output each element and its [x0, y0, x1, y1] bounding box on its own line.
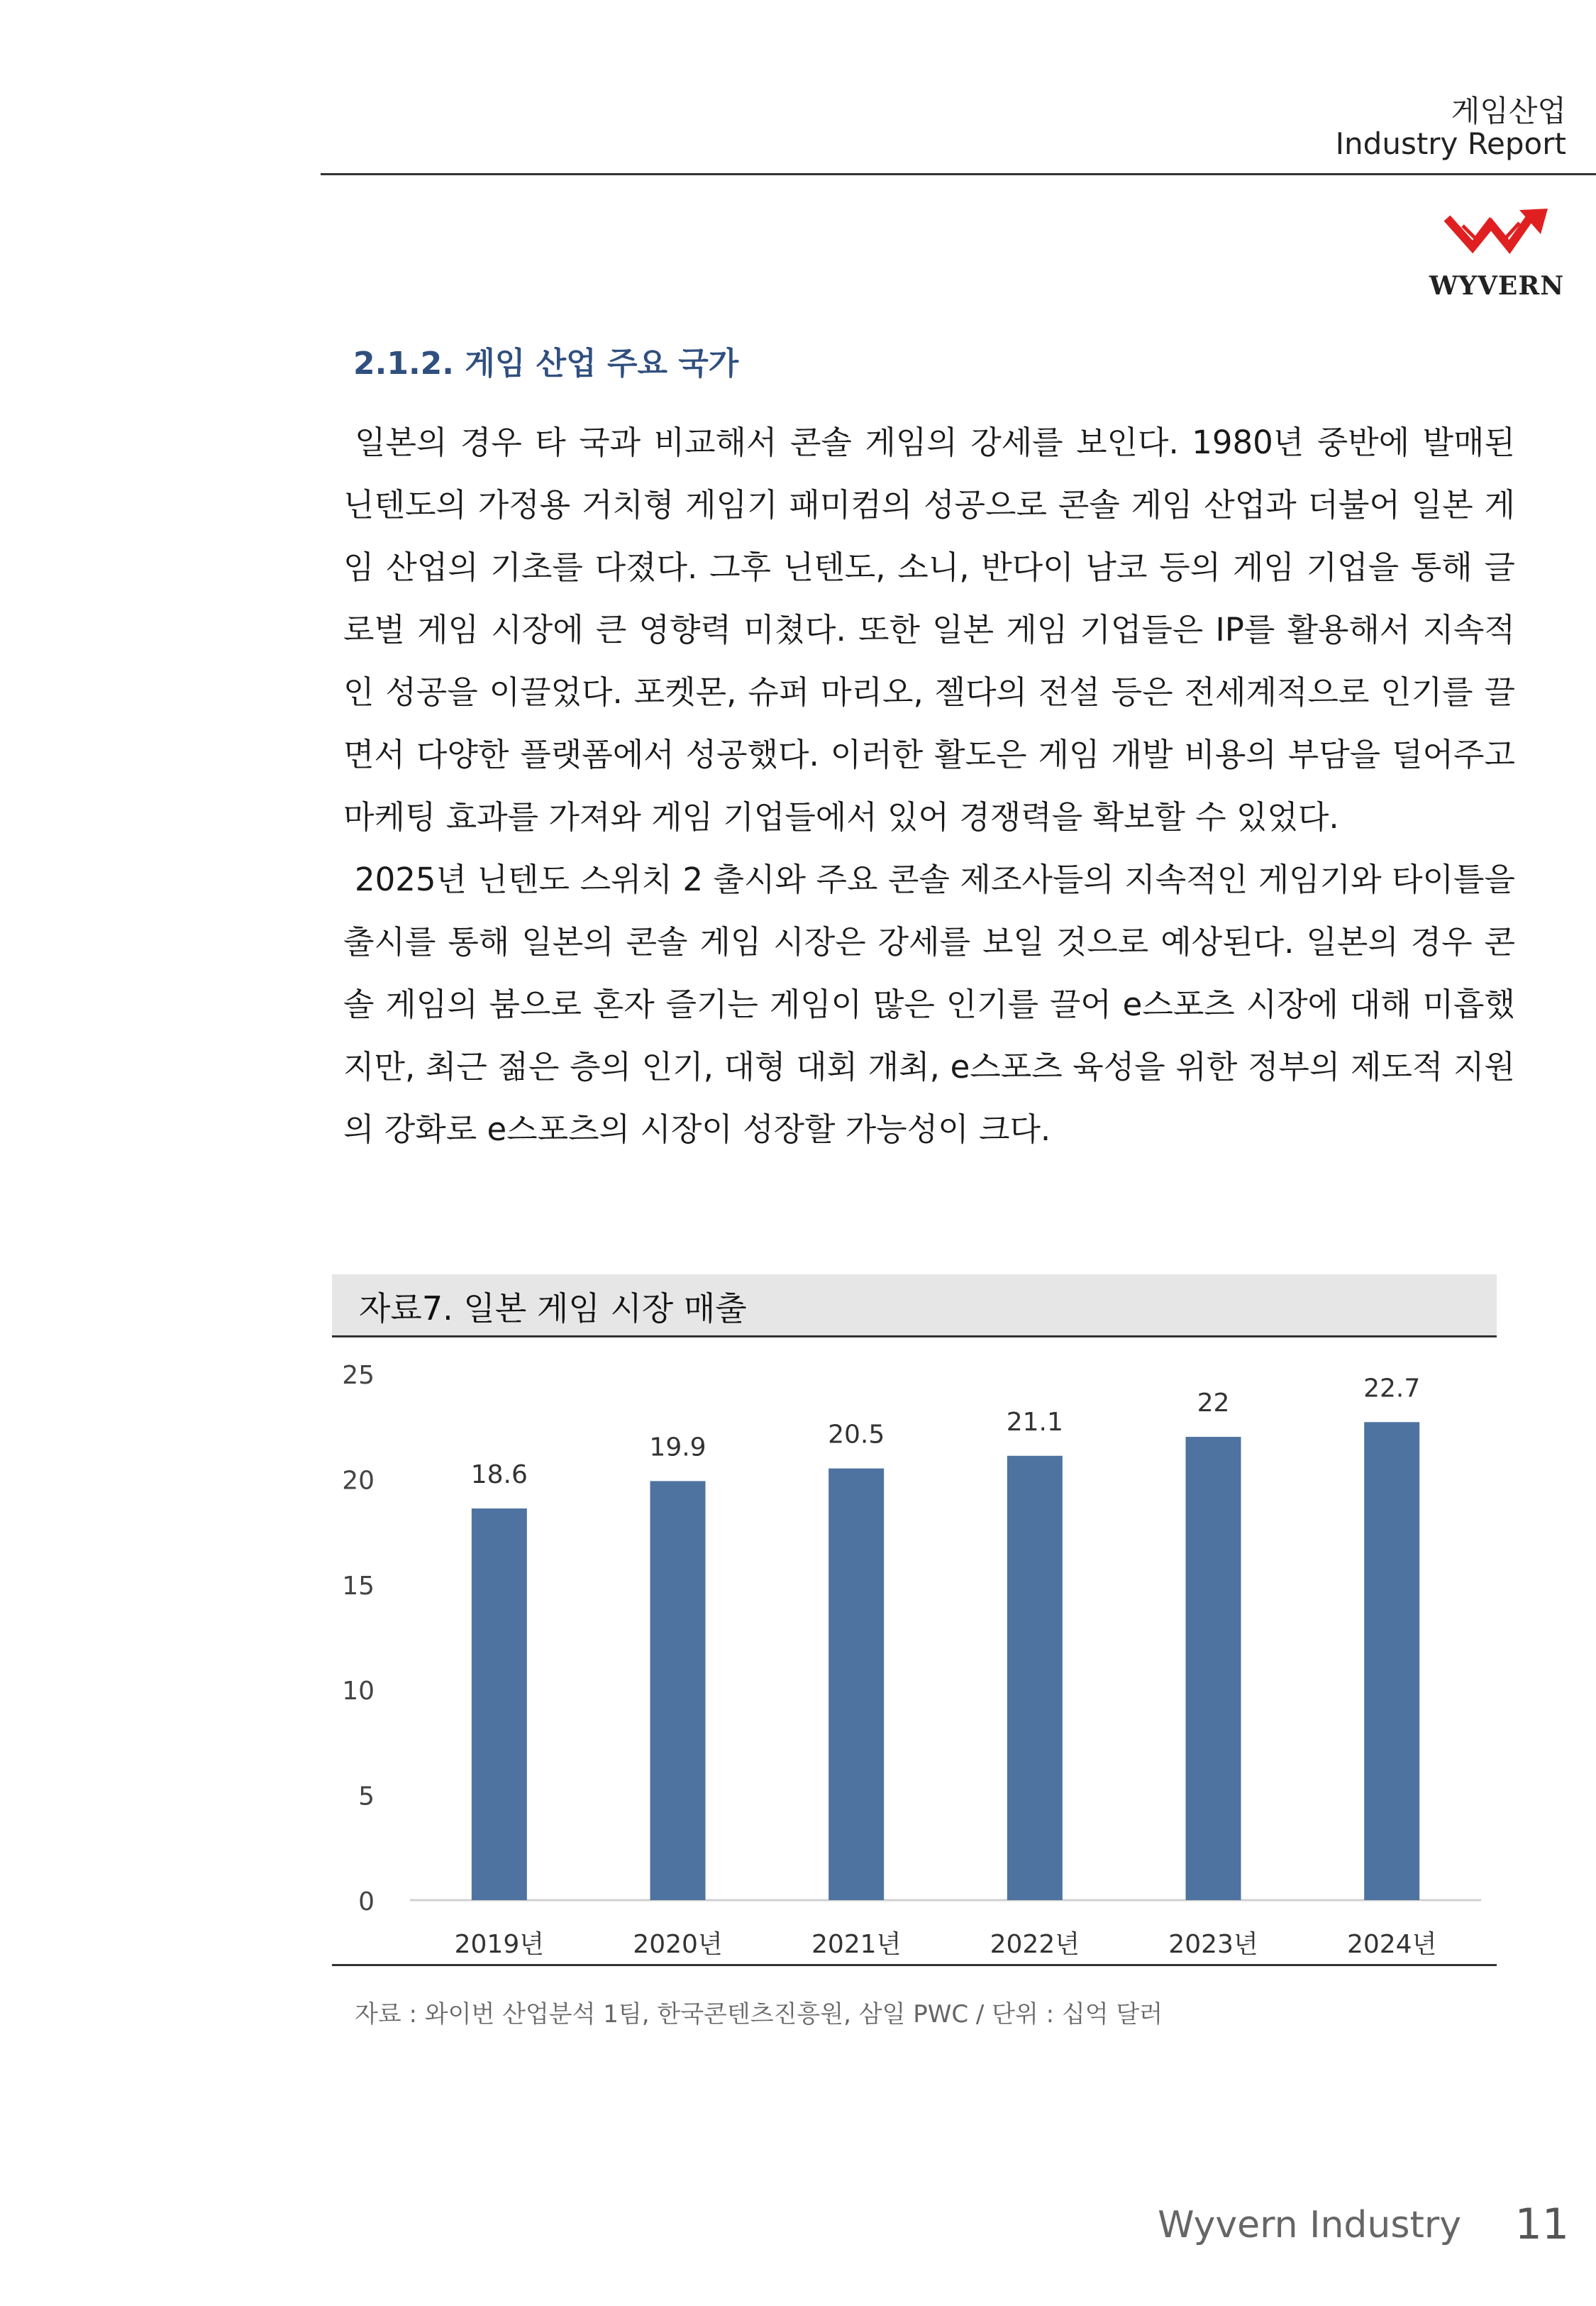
- figure-source: 자료 : 와이번 산업분석 1팀, 한국콘텐츠진흥원, 삼일 PWC / 단위 : 십억 달러: [355, 2000, 1163, 2029]
- y-tick-label: 20: [342, 1466, 375, 1496]
- y-tick-label: 15: [342, 1571, 375, 1601]
- wyvern-logo: [1426, 206, 1568, 301]
- header-rule: [321, 173, 1596, 175]
- header-subtitle: Industry Report: [1335, 126, 1566, 161]
- paragraph: 2025년 닌텐도 스위치 2 출시와 주요 콘솔 제조사들의 지속적인 게임기와 타이틀을 출시를 통해 일본의 콘솔 게임 시장은 강세를 보일 것으로 예상된다. 일본의 경우 콘솔 게임의 붐으로 혼자 즐기는 게임이 많은 인기를 끌어 e스포츠 시장에 대해 미흡했지만, 최근 젊은 층의 인기, 대형 대회 개최, e스포츠 육성을 위한 정부의 제도적 지원의 강화로 e스포츠의 시장이 성장할 가능성이 크다.: [343, 861, 1515, 1148]
- x-tick-label: 2021년: [811, 1930, 902, 1959]
- chart-bottom-rule: [332, 1964, 1497, 1966]
- bar: [472, 1508, 527, 1900]
- bar: [650, 1481, 706, 1900]
- data-label: 20.5: [828, 1420, 885, 1450]
- section-title: 2.1.2. 게임 산업 주요 국가: [353, 346, 739, 382]
- y-tick-label: 25: [342, 1361, 375, 1390]
- x-tick-label: 2020년: [633, 1930, 723, 1959]
- y-tick-label: 0: [358, 1887, 375, 1916]
- data-label: 21.1: [1006, 1407, 1063, 1437]
- x-tick-label: 2022년: [990, 1930, 1080, 1959]
- figure-title: 자료7. 일본 게임 시장 매출: [359, 1289, 747, 1328]
- x-tick-label: 2024년: [1346, 1930, 1437, 1959]
- bar-chart: [332, 1340, 1497, 1964]
- data-label: 19.9: [649, 1433, 706, 1462]
- figure-title-bar: [332, 1274, 1497, 1337]
- footer-brand: Wyvern Industry: [1158, 2204, 1461, 2246]
- logo-text: WYVERN: [1429, 271, 1565, 301]
- paragraph: 일본의 경우 타 국과 비교해서 콘솔 게임의 강세를 보인다. 1980년 중반에 발매된 닌텐도의 가정용 거치형 게임기 패미컴의 성공으로 콘솔 게임 산업과 더불어 일본 게임 산업의 기초를 다졌다. 그후 닌텐도, 소니, 반다이 남코 등의 게임 기업을 통해 글로벌 게임 시장에 큰 영향력 미쳤다. 또한 일본 게임 기업들은 IP를 활용해서 지속적인 성공을 이끌었다. 포켓몬, 슈퍼 마리오, 젤다의 전설 등은 전세계적으로 인기를 끌면서 다양한 플랫폼에서 성공했다. 이러한 활도은 게임 개발 비용의 부담을 덜어주고 마케팅 효과를 가져와 게임 기업들에서 있어 경쟁력을 확보할 수 있었다.: [343, 424, 1515, 836]
- body-text: [343, 412, 1515, 1161]
- wyvern-logo-icon: [1441, 206, 1555, 263]
- y-tick-label: 10: [342, 1677, 375, 1706]
- x-tick-label: 2023년: [1168, 1930, 1258, 1959]
- x-tick-label: 2019년: [454, 1930, 545, 1959]
- data-label: 18.6: [470, 1460, 528, 1489]
- bar: [829, 1469, 884, 1900]
- bar: [1364, 1422, 1419, 1900]
- data-label: 22: [1197, 1389, 1230, 1418]
- bar: [1007, 1456, 1063, 1900]
- bar: [1186, 1437, 1241, 1900]
- header-category: 게임산업: [1451, 94, 1566, 128]
- data-label: 22.7: [1363, 1374, 1421, 1403]
- page-number: 11: [1514, 2200, 1569, 2249]
- y-tick-label: 5: [358, 1782, 375, 1811]
